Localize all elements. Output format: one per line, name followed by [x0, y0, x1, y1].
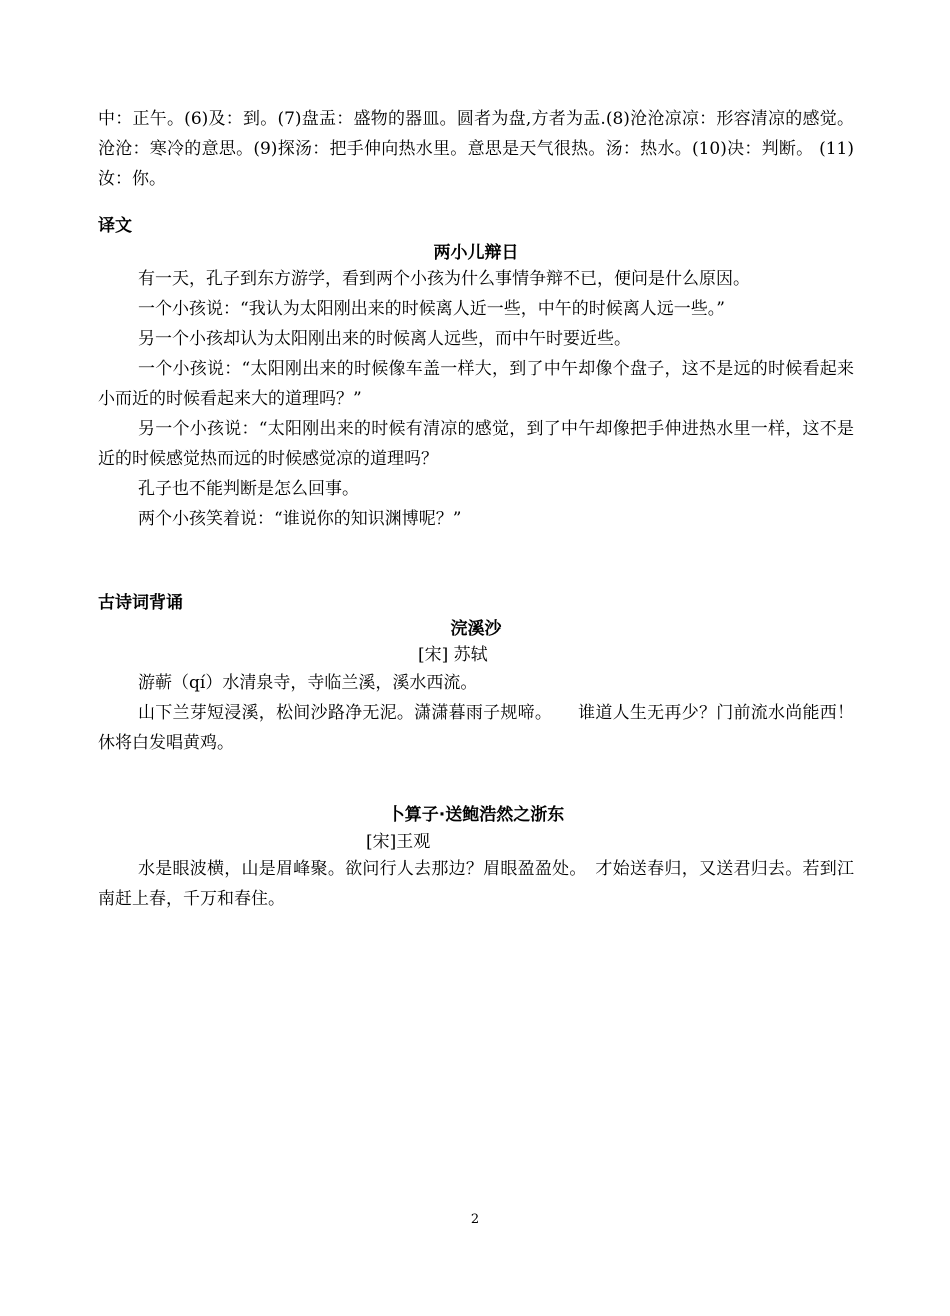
poem1-line: 山下兰芽短浸溪，松间沙路净无泥。潇潇暮雨子规啼。 谁道人生无再少？门前流水尚能西！休将白发唱黄鸡。: [98, 703, 854, 753]
translation-body: [98, 264, 854, 534]
translation-paragraph: 另一个小孩说：“太阳刚出来的时候有清凉的感觉，到了中午却像把手伸进热水里一样，这不是近的时候感觉热而远的时候感觉凉的道理吗？: [98, 419, 854, 469]
translation-heading: 译文: [98, 216, 132, 236]
translation-paragraph: 孔子也不能判断是怎么回事。: [138, 479, 359, 499]
translation-paragraph: 另一个小孩却认为太阳刚出来的时候离人远些，而中午时要近些。: [138, 329, 631, 349]
poem1-author: [宋] 苏轼: [418, 645, 488, 665]
poem1-body: [98, 668, 854, 758]
recitation-heading: 古诗词背诵: [98, 593, 183, 613]
notes-paragraph: 中：正午。(6)及：到。(7)盘盂：盛物的器皿。圆者为盘,方者为盂.(8)沧沧凉凉：形容清凉的感觉。沧沧：寒冷的意思。(9)探汤：把手伸向热水里。意思是天气很热。汤：热水。(10)决：判断。 (11)汝：你。: [98, 109, 854, 189]
translation-paragraph: 有一天，孔子到东方游学，看到两个小孩为什么事情争辩不已，便问是什么原因。: [138, 269, 750, 289]
translation-paragraph: 两个小孩笑着说：“谁说你的知识渊博呢？”: [138, 509, 462, 529]
poem2-author: [宋]王观: [366, 832, 431, 852]
poem2-title: 卜算子·送鲍浩然之浙东: [387, 805, 565, 825]
poem1-line: 游蕲（qí）水清泉寺，寺临兰溪，溪水西流。: [138, 673, 478, 693]
translation-title: 两小儿辩日: [433, 243, 519, 263]
poem2-body: [98, 854, 854, 914]
translation-paragraph: 一个小孩说：“太阳刚出来的时候像车盖一样大，到了中午却像个盘子，这不是远的时候看起来小而近的时候看起来大的道理吗？”: [98, 359, 854, 409]
poem1-title: 浣溪沙: [450, 619, 502, 639]
poem2-line: 水是眼波横，山是眉峰聚。欲问行人去那边？眉眼盈盈处。 才始送春归，又送君归去。若到江南赶上春，千万和春住。: [98, 859, 854, 909]
annotation-notes: [98, 104, 854, 194]
page-number: 2: [470, 1212, 480, 1227]
translation-paragraph: 一个小孩说：“我认为太阳刚出来的时候离人近一些，中午的时候离人远一些。”: [138, 299, 725, 319]
